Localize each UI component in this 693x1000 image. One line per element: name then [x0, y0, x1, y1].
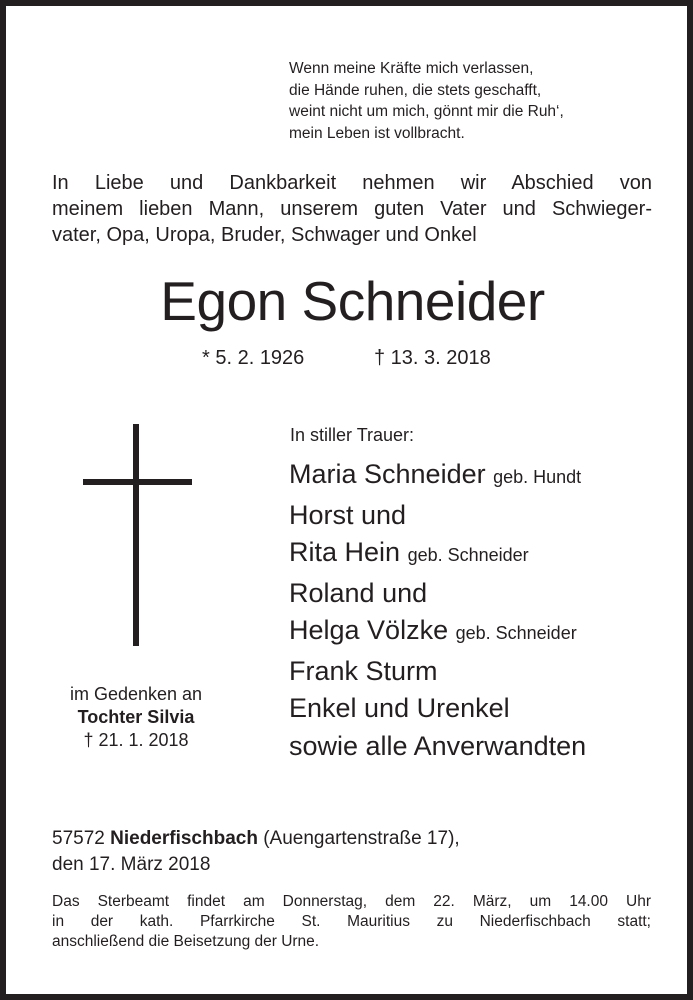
poem-line: weint nicht um mich, gönnt mir die Ruh‘, [289, 103, 564, 120]
memorial-death-date: † 21. 1. 2018 [83, 730, 189, 750]
death-date: † 13. 3. 2018 [374, 347, 491, 369]
funeral-note [52, 892, 651, 952]
address-block [52, 826, 460, 878]
intro-line: vater, Opa, Uropa, Bruder, Schwager und Onkel [52, 224, 477, 246]
mourner-name: Frank Sturm [289, 655, 438, 686]
poem [289, 58, 564, 144]
mourner-note: geb. Schneider [455, 623, 577, 643]
deceased-name: Egon Schneider [160, 270, 545, 332]
mourner-name: Maria Schneider [289, 459, 486, 489]
poem-line: die Hände ruhen, die stets geschafft, [289, 81, 542, 99]
postcode: 57572 [52, 828, 105, 849]
town: Niederfischbach [110, 828, 258, 849]
intro-line: In Liebe und Dankbarkeit nehmen wir Abschied von [52, 172, 652, 194]
memorial-line: im Gedenken an [69, 684, 203, 704]
address-line [52, 826, 460, 852]
mourner-item [289, 575, 586, 613]
memorial-block [36, 683, 236, 752]
mourner-note: geb. Hundt [493, 467, 582, 487]
notice-date: den 17. März 2018 [52, 854, 211, 875]
mourners-heading: In stiller Trauer: [290, 425, 415, 445]
mourner-item [289, 497, 586, 535]
cross-icon-bar [83, 479, 192, 485]
mourner-item [289, 653, 586, 691]
mourner-name: sowie alle Anverwandten [289, 730, 587, 761]
mourner-item [289, 612, 586, 653]
mourner-name: Horst und [289, 499, 407, 530]
mourner-name: Helga Völzke [289, 615, 449, 645]
mourners-list [289, 456, 586, 765]
funeral-note-line: anschließend die Beisetzung der Urne. [52, 933, 320, 950]
mourner-item [289, 456, 586, 497]
funeral-note-line: Das Sterbeamt findet am Donnerstag, dem 22. März, um 14.00 Uhr [52, 893, 651, 910]
poem-line: Wenn meine Kräfte mich verlassen, [289, 60, 534, 77]
mourner-name: Rita Hein [289, 537, 401, 567]
funeral-note-line: in der kath. Pfarrkirche St. Mauritius zu Niederfischbach statt; [52, 913, 651, 930]
mourner-name: Enkel und Urenkel [289, 693, 510, 723]
mourner-note: geb. Schneider [407, 545, 529, 565]
mourner-name: Roland und [289, 577, 428, 608]
street: (Auengartenstraße 17), [263, 828, 460, 849]
mourner-item [289, 690, 586, 728]
intro-line: meinem lieben Mann, unserem guten Vater und Schwieger- [52, 198, 652, 220]
birth-date: * 5. 2. 1926 [202, 347, 305, 369]
mourner-item [289, 534, 586, 575]
cross-icon [133, 424, 139, 646]
intro-text [52, 170, 652, 248]
mourner-item [289, 728, 586, 766]
poem-line: mein Leben ist vollbracht. [289, 124, 465, 142]
memorial-name: Tochter Silvia [77, 707, 195, 727]
